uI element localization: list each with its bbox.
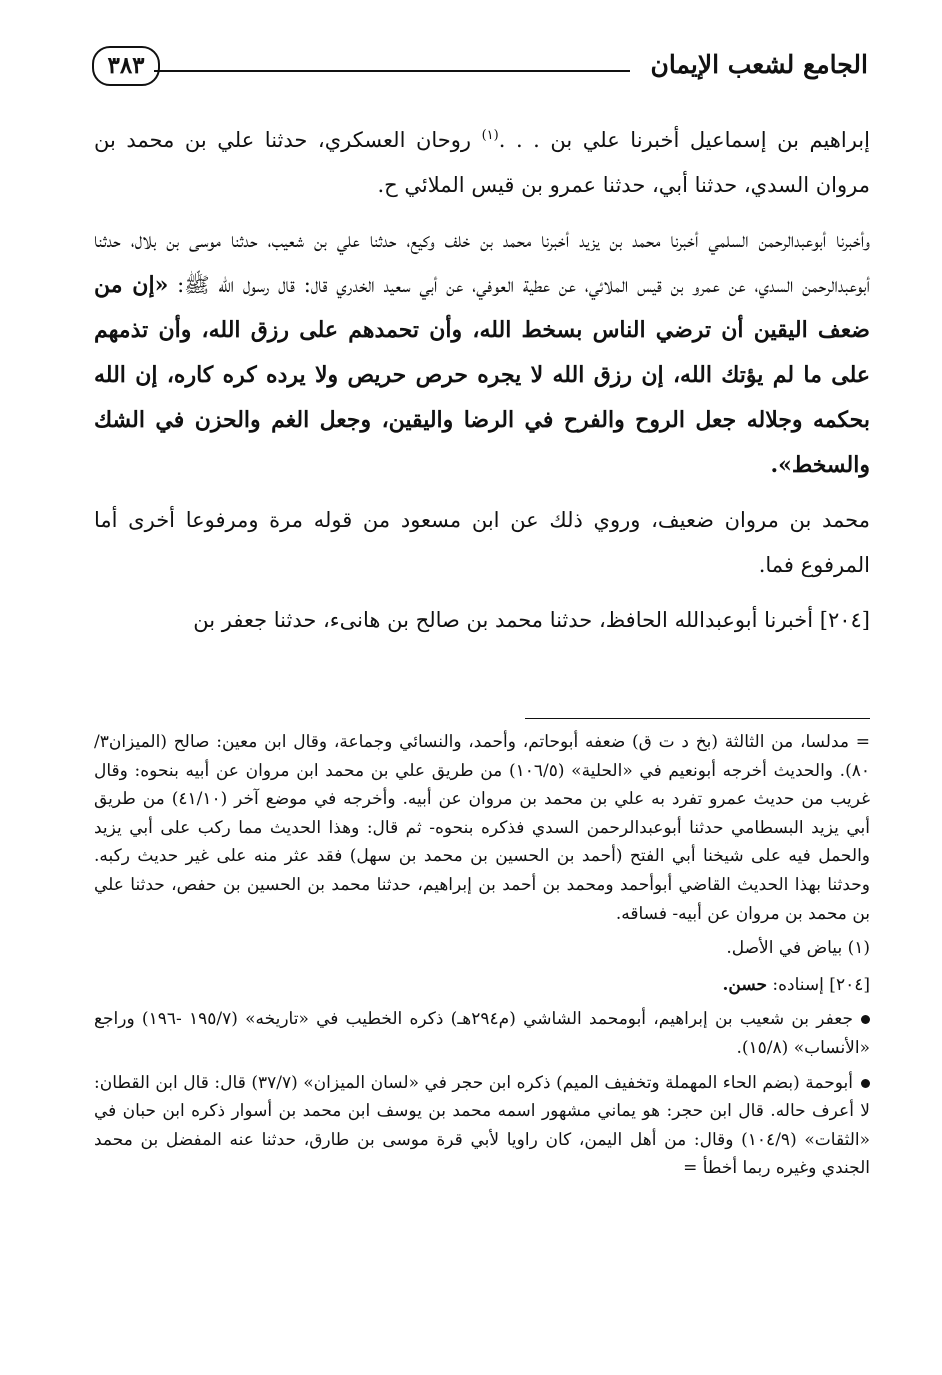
narrator-note-1-text: جعفر بن شعيب بن إبراهيم، أبومحمد الشاشي (م٢٩٤هـ) ذكره الخطيب في «تاريخه» (١٩٥/٧ -١٩٦) وراجع «الأنساب» (١٥/٨). xyxy=(94,1009,870,1058)
main-text xyxy=(94,118,870,653)
narrator-note-2-text: أبوحمة (بضم الحاء المهملة وتخفيف الميم) ذكره ابن حجر في «لسان الميزان» (٣٧/٧) قال: قال ابن القطان: لا أعرف حاله. قال ابن حجر: هو يماني مشهور اسمه محمد بن يوسف ابن محمد بن أسوار ذكره ابن حبان في «الثقات» (١٠٤/٩) وقال: من أهل اليمن، كان راويا لأبي قرة موسى بن طارق، حدثنا عنه المفضل بن محمد الجندي وغيره ربما أخطأ = xyxy=(94,1072,870,1179)
p1-before-ref: إبراهيم بن إسماعيل أخبرنا علي بن . . . xyxy=(498,128,870,152)
paragraph-isnad-1 xyxy=(94,118,870,208)
footnote-ref-1: (١) xyxy=(481,128,499,143)
paragraph-hadith-204: [٢٠٤] أخبرنا أبوعبدالله الحافظ، حدثنا محمد بن صالح بن هانىء، حدثنا جعفر بن xyxy=(193,608,870,632)
narrator-note-1 xyxy=(94,1005,870,1062)
header-rule xyxy=(154,70,630,72)
narrator-note-2 xyxy=(94,1069,870,1183)
footnote-1: (١) بياض في الأصل. xyxy=(726,938,870,959)
isnad-value: حسن. xyxy=(722,974,768,995)
hadith-matn: «إن من ضعف اليقين أن ترضي الناس بسخط الله، وأن تحمدهم على رزق الله، وأن تذمهم على ما لم يؤتك الله، إن رزق الله لا يجره حرص حريص ولا يرده كره كاره، إن الله بحكمه وجلاله جعل الروح والفرح في الرضا واليقين، وجعل الغم والحزن في الشك والسخط». xyxy=(94,272,870,478)
isnad-label: [٢٠٤] إسناده: xyxy=(772,974,870,995)
paragraph-commentary: محمد بن مروان ضعيف، وروي ذلك عن ابن مسعود من قوله مرة ومرفوعا أخرى أما المرفوع فما. xyxy=(94,508,870,577)
bullet-icon xyxy=(861,1079,870,1088)
footnote-separator xyxy=(525,718,870,719)
hadith-isnad: وأخبرنا أبوعبدالرحمن السلمي أخبرنا محمد بن يزيد أخبرنا محمد بن خلف وكيع، حدثنا علي بن شعيب، حدثنا موسى بن بلال، حدثنا أبوعبدالرحمن السدي، عن عمرو بن قيس الملائي، عن عطية العوفي، عن أبي سعيد الخدري قال: قال رسول الله ﷺ: xyxy=(94,228,870,297)
page-number: ٣٨٣ xyxy=(92,46,160,86)
paragraph-hadith xyxy=(94,218,870,488)
p1-after-ref: روحان العسكري، حدثنا علي بن محمد بن مروان السدي، حدثنا أبي، حدثنا عمرو بن قيس الملائي ح. xyxy=(94,128,870,197)
page-header xyxy=(92,44,868,96)
running-title: الجامع لشعب الإيمان xyxy=(650,50,868,79)
bullet-icon xyxy=(861,1015,870,1024)
footnotes xyxy=(94,728,870,1189)
isnad-grade xyxy=(94,971,870,1000)
footnote-continued: = مدلسا، من الثالثة (بخ د ت ق) ضعفه أبوحاتم، وأحمد، والنسائي وجماعة، وقال ابن معين: صالح (الميزان٣/ ٨٠). والحديث أخرجه أبونعيم في «الحلية» (١٠٦/٥) من طريق علي بن محمد ابن مروان عن أبيه بنحوه: وقال غريب من حديث عمرو تفرد به علي بن محمد بن مروان عن أبيه. وأخرجه في موضع آخر (٤١/١٠) من طريق أبي يزيد البسطامي حدثنا أبوعبدالرحمن السدي فذكره بنحوه- ثم قال: وهذا الحديث مما ركب على أبي يزيد والحمل فيه على شيخنا أبي الفتح (أحمد بن الحسين بن محمد بن سهل) فقد عثر منه على غير حديث ركبه. وحدثنا بهذا الحديث القاضي أبوأحمد ومحمد بن أحمد بن إبراهيم، حدثنا محمد بن الحسين بن حفص، حدثنا علي بن محمد بن مروان عن أبيه- فساقه. xyxy=(94,732,870,924)
